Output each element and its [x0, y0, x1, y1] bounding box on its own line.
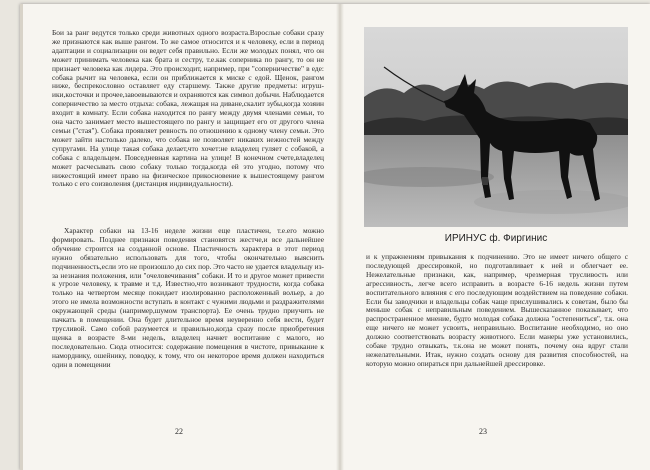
left-page-paragraph-1: Бои за ранг ведутся только среди животных одного возраста.Взрослые собаки сразу же признаются как выше рангом. То же самое относится и к человеку, если в период адаптации и социализации он ведет себя правильно. Если же молодых понял, что он может принимать человека как брата и сестру, т.е.как соперника по рангу, то он не признает человека как лидера. Это происходит, например, при "соперничестве" в еде: собака рычит на человека, если он приближается к миске с едой. Щенок, рангом ниже, беспрекословно оставляет еду старшему. Также другие предметы: игруш- ики,косточки и прочее,завоевываются и охраняются как символ добычи. Наблюдается соперничество за место отдыха: собака, лежащая на диване,скалит зубы,когда хозяин входит в комнату. Если собака находится по рангу между двумя членами семьи, то она часто занимает место вышестоящего по рангу и защищает его от другого члена семьи ("стая"). Собака проявляет ревность по отношению к одному члену семьи. Это может зайти настолько далеко, что собака не позволяет никаких нежностей между супругами. На улице такая собака делает,что хочет:не владелец гуляет с собакой, а собака с владельцем. Повседневная картина на улице! В конечном счете,владелец может расчесывать свою собаку только тогда,когда ей это угодно, потому что нижестоящий имеет право на физическое прикосновение к вышестоящему рангом только с его соизволения (дистанция индивидуальности). [52, 29, 324, 189]
right-page-paragraph-1: и к упражнениям привыкания к подчинению. Это не имеет ничего общего с последующей дрессировкой, но подготавливает к ней и облегчает ее. Нежелательные признаки, как, например, чрезмерная трусливость или агрессивность, легче всего исправить в возрасте 6-16 недель жизни путем воспитательного влияния с его последующим воздействием на поведение собаки. Если бы заводчики и владельцы собак чаще прислушивались к советам, было бы меньше собак с неправильным поведением. Вышесказанное показывает, что распространенное мнение, будто молодая собака должна "остепениться", т.к. она еще ничего не может усвоить, неправильно. Воспитание необходимо, но оно должно соответствовать возрасту животного. Если манеры уже установились, собаке трудно отвыкать, т.к.она не может понять, почему она вдруг стали нежелательными. Итак, нужно создать основу для развития способностей, на которую можно опираться при дальнейшей дрессировке. [366, 253, 628, 368]
page-edge [20, 4, 23, 470]
left-page-number: 22 [175, 427, 183, 436]
right-page-number: 23 [479, 427, 487, 436]
book-gutter [336, 4, 344, 470]
photo-grass-patch [474, 190, 628, 214]
dog-tan-marking [482, 177, 488, 185]
left-page-paragraph-2: Характер собаки на 13-16 неделе жизни еще пластичен, т.е.его можно формировать. Позднее признаки поведения становятся жестче,и все дальнейшее обучение строится на созданной основе. Пластичность характера в этот период нужно обязательно использовать для того, чтобы окончательно выяснить подчиненность,если это не произошло до сих пор. Это часто не удается владельцу из-за незнания положения, или "очеловечивания" собаки. И то и другое может привести к угрозе человеку, к травме и т.д. Известно,что возникают трудности, когда собака только на четвертом месяце покидает изолированно расположенный вольер, а до этого не имела возможности вступать в контакт с чужими людьми и раздражителями окружающей среды (например,шумом транспорта). Ее очень трудно приучить не пачкать в помещении. Она будет длительное время неуверенно себя вести, будет трусливой. Само собой разумеется и правильно,когда сразу после приобретения щенка в возрасте 8-ми недель, владелец начнет воспитание с малого, но последовательно. Сюда относится: содержание помещения в чистоте, привыкание к наморднику, ошейнику, поводку, к тому, что он некоторое время должен находиться один в помещении [52, 227, 324, 369]
dog-photo [364, 27, 628, 227]
book-spread [20, 4, 650, 470]
photo-caption: ИРИНУС ф. Фиргинис [444, 233, 548, 244]
